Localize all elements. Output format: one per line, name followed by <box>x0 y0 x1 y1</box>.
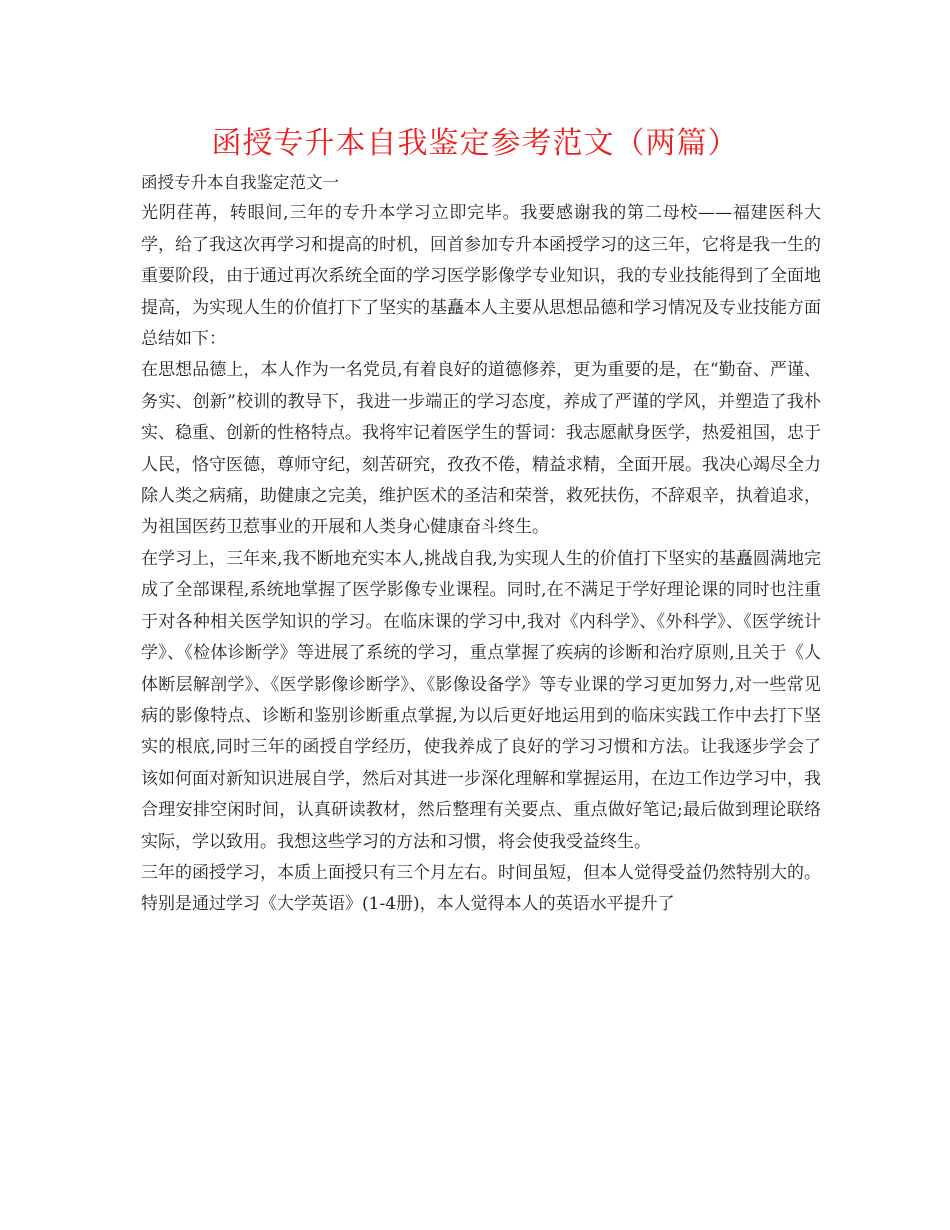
document-title: 函授专升本自我鉴定参考范文（两篇） <box>211 126 739 161</box>
paragraph-intro: 光阴荏苒，转眼间,三年的专升本学习立即完毕。我要感谢我的第二母校——福建医科大学，给了我这次再学习和提高的时机，回首参加专升本函授学习的这三年，它将是我一生的重要阶段，由于通过再次系统全面的学习医学影像学专业知识，我的专业技能得到了全面地提高，为实现人生的价值打下了坚实的基矗本人主要从思想品德和学习情况及专业技能方面总结如下： <box>141 203 821 350</box>
paragraph-correspondence: 三年的函授学习，本质上面授只有三个月左右。时间虽短，但本人觉得受益仍然特别大的。特别是通过学习《大学英语》(1-4册)，本人觉得本人的英语水平提升了 <box>141 862 821 915</box>
document-subtitle: 函授专升本自我鉴定范文一 <box>141 173 339 192</box>
paragraph-moral-character: 在思想品德上，本人作为一名党员,有着良好的道德修养，更为重要的是，在“勤奋、严谨、务实、创新”校训的教导下，我进一步端正的学习态度，养成了严谨的学风，并塑造了我朴实、稳重、创新的性格特点。我将牢记着医学生的誓词：我志愿献身医学，热爱祖国，忠于人民，恪守医德，尊师守纪，刻苦研究，孜孜不倦，精益求精，全面开展。我决心竭尽全力除人类之病痛，助健康之完美，维护医术的圣洁和荣誉，救死扶伤，不辞艰辛，执着追求，为祖国医药卫惹事业的开展和人类身心健康奋斗终生。 <box>141 360 821 538</box>
document-body <box>141 167 821 921</box>
paragraph-study: 在学习上，三年来,我不断地充实本人,挑战自我,为实现人生的价值打下坚实的基矗圆满地完成了全部课程,系统地掌握了医学影像专业课程。同时,在不满足于学好理论课的同时也注重于对各种相关医学知识的学习。在临床课的学习中,我对《内科学》、《外科学》、《医学统计学》、《检体诊断学》等进展了系统的学习，重点掌握了疾病的诊断和治疗原则,且关于《人体断层解剖学》、《医学影像诊断学》、《影像设备学》等专业课的学习更加努力,对一些常见病的影像特点、诊断和鉴别诊断重点掌握,为以后更好地运用到的临床实践工作中去打下坚实的根底,同时三年的函授自学经历，使我养成了良好的学习习惯和方法。让我逐步学会了该如何面对新知识进展自学，然后对其进一步深化理解和掌握运用，在边工作边学习中，我合理安排空闲时间，认真研读教材，然后整理有关要点、重点做好笔记;最后做到理论联络实际，学以致用。我想这些学习的方法和习惯，将会使我受益终生。 <box>141 548 821 852</box>
